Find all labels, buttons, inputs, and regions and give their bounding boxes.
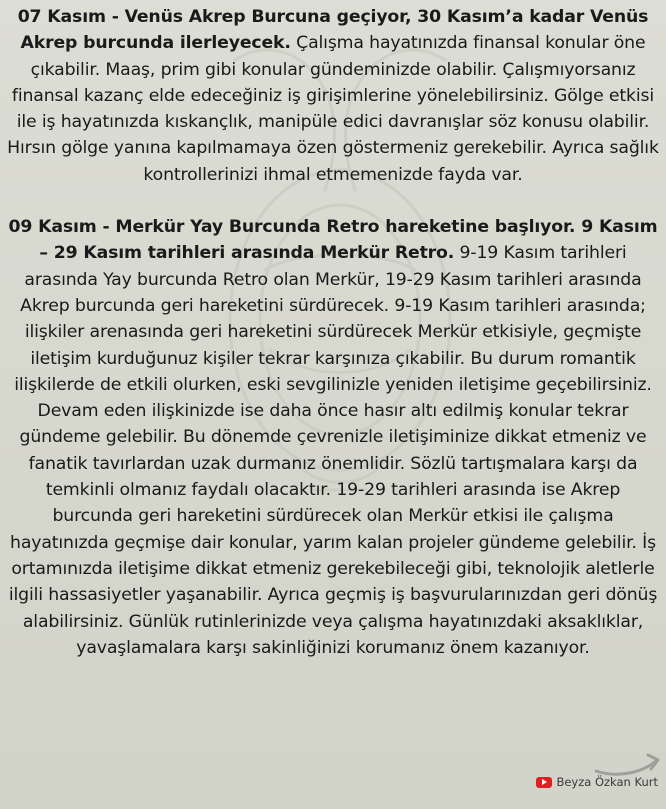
paragraph-venus-heading: 07 Kasım - Venüs Akrep Burcuna geçiyor, 30 Kasım’a kadar Venüs Akrep burcunda ilerleyecek. [17, 7, 649, 54]
author-credit [536, 775, 658, 789]
youtube-icon [536, 777, 552, 788]
author-name: Beyza Özkan Kurt [556, 775, 658, 789]
article-body [6, 4, 660, 687]
paragraph-mercury [6, 214, 660, 661]
paragraph-venus-text: Çalışma hayatınızda finansal konular öne çıkabilir. Maaş, prim gibi konular gündeminizde olabilir. Çalışmıyorsanız finansal kazanç elde edeceğiniz iş girişimlerine yönelebilirsiniz. Gölge etkisi ile iş hayatınızda kıskançlık, manipüle edici davranışlar söz konusu olabilir. Hırsın gölge yanına kapılmamaya özen göstermeniz gerekebilir. Ayrıca sağlık kontrollerinizi ihmal etmemenizde fayda var. [7, 33, 659, 185]
paragraph-mercury-heading: 09 Kasım - Merkür Yay Burcunda Retro hareketine başlıyor. 9 Kasım – 29 Kasım tarihleri arasında Merkür Retro. [8, 217, 658, 264]
paragraph-mercury-text: 9-19 Kasım tarihleri arasında Yay burcunda Retro olan Merkür, 19-29 Kasım tarihleri arasında Akrep burcunda geri hareketini sürdürecek. 9-19 Kasım tarihleri arasında; ilişkiler arenasında geri hareketini sürdürecek Merkür etkisiyle, geçmişte iletişim kurduğunuz kişiler tekrar karşınıza çıkabilir. Bu durum romantik ilişkilerde de etkili olurken, eski sevgilinizle yeniden iletişime geçebilirsiniz. Devam eden ilişkinizde ise daha önce hasır altı edilmiş konular tekrar gündeme gelebilir. Bu dönemde çevrenizle iletişiminize dikkat etmeniz ve fanatik tavırlardan uzak durmanız önemlidir. Sözlü tartışmalara karşı da temkinli olmanız faydalı olacaktır. 19-29 tarihleri arasında ise Akrep burcunda geri hareketini sürdürecek olan Merkür etkisi ile çalışma hayatınızda geçmişe dair konular, yarım kalan projeler gündeme gelebilir. İş ortamınızda iletişime dikkat etmeniz gerekebileceği gibi, teknolojik aletlerle ilgili hassasiyetler yaşanabilir. Ayrıca geçmiş iş başvurularınızdan geri dönüş alabilirsiniz. Günlük rutinlerinizde veya çalışma hayatınızdaki aksaklıklar, yavaşlamalara karşı sakinliğinizi korumanız önem kazanıyor. [8, 243, 658, 658]
paragraph-venus [6, 4, 660, 188]
